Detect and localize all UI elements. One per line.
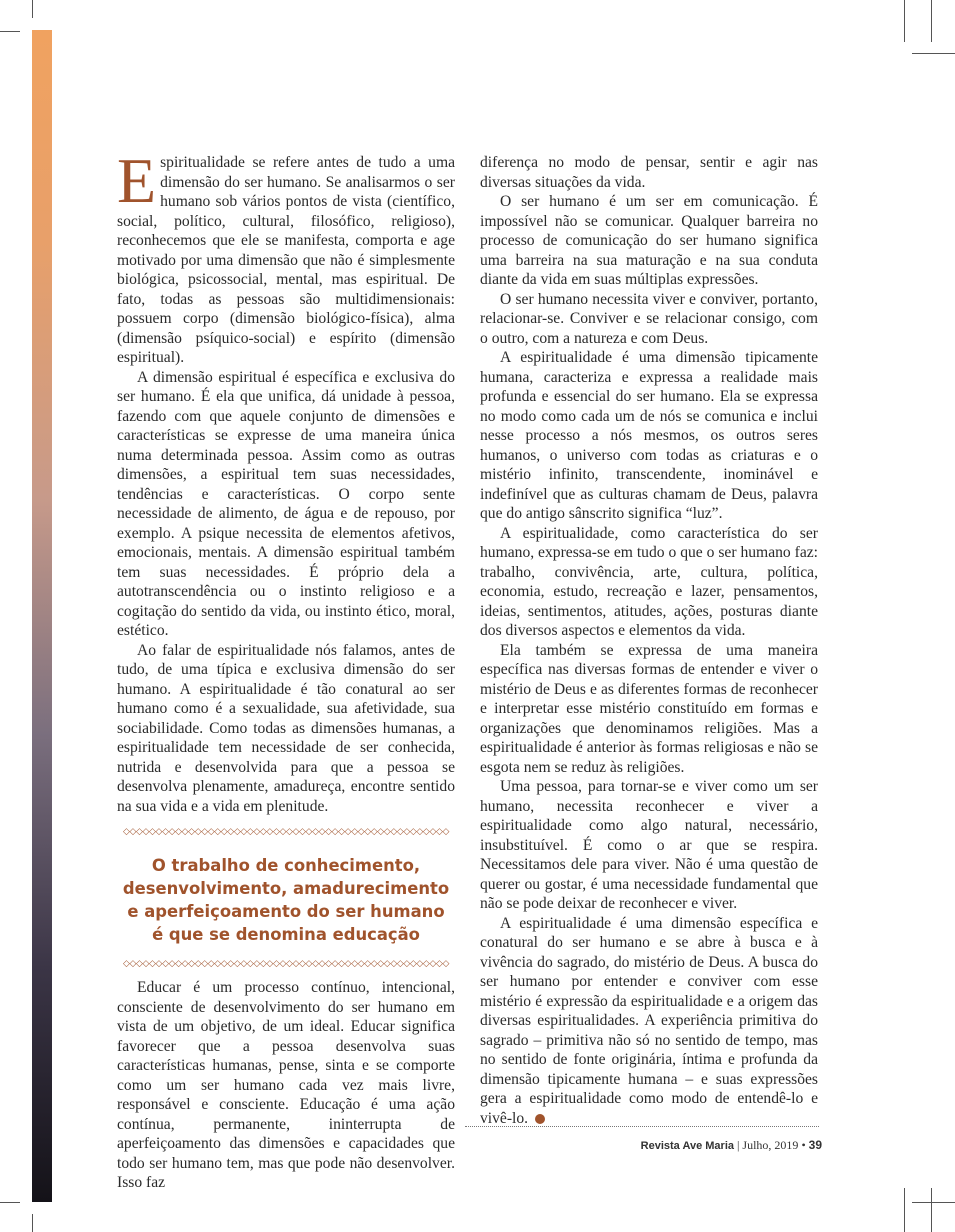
pull-quote-line: e aperfeiçoamento do ser humano bbox=[127, 902, 445, 921]
crop-mark bbox=[931, 1188, 932, 1232]
pull-quote-heading bbox=[117, 854, 455, 946]
footer-rule bbox=[465, 1126, 819, 1127]
crop-mark bbox=[912, 1202, 955, 1203]
article-paragraph: A dimensão espiritual é específica e exclusiva do ser humano. É ela que unifica, dá unidade à pessoa, fazendo com que aquele conjunto de dimensões e características se expresse de uma maneira única numa determinada pessoa. Assim como as outras dimensões, a espiritual tem suas necessidades, tendências e características. O corpo sente necessidade de alimento, de água e de repouso, por exemplo. A psique necessita de elementos afetivos, emocionais, mentais. A dimensão espiritual também tem suas necessidades. É próprio dela a autotranscendência ou o instinto religioso e a cogitação do sentido da vida, ou instinto ético, moral, estético. bbox=[117, 368, 455, 639]
page-edge-strip bbox=[32, 30, 52, 1202]
crop-mark bbox=[931, 0, 932, 42]
end-mark-icon bbox=[535, 1114, 545, 1124]
article-paragraph: Espiritualidade se refere antes de tudo a uma dimensão do ser humano. Se analisarmos o ser humano sob vários pontos de vista (científico, social, político, cultural, filosófico, religioso), reconhecemos que ele se manifesta, comporta e age motivado por uma dimensão que não é simplesmente biológica, psicossocial, mental, mas espiritual. De fato, todas as pessoas são multidimensionais: possuem corpo (dimensão biológico-física), alma (dimensão psíquico-social) e espírito (dimensão espiritual). bbox=[117, 145, 455, 366]
crop-mark bbox=[0, 1202, 20, 1203]
article-paragraph: A espiritualidade, como característica do ser humano, expressa-se em tudo o que o ser humano faz: trabalho, convivência, arte, cultura, política, economia, estudo, recreação e lazer, pensamentos, ideias, sentimentos, atitudes, ações, posturas diante dos diversos aspectos e elementos da vida. bbox=[480, 524, 818, 639]
magazine-name: Revista Ave Maria bbox=[640, 1140, 735, 1152]
article-paragraph: diferença no modo de pensar, sentir e agir nas diversas situações da vida. bbox=[480, 154, 818, 191]
crop-mark bbox=[912, 53, 955, 54]
page-number: 39 bbox=[808, 1138, 822, 1152]
pull-quote-line: é que se denomina educação bbox=[152, 925, 420, 944]
article-paragraph: Ela também se expressa de uma maneira específica nas diversas formas de entender e viver o mistério de Deus e as diferentes formas de reconhecer e interpretar esse mistério constituído em formas e organizações que denominamos religiões. Mas a espiritualidade é anterior às formas religiosas e não se esgota nem se reduz às religiões. bbox=[480, 641, 818, 776]
pull-quote-line: desenvolvimento, amadurecimento bbox=[122, 879, 450, 898]
footer-dot: • bbox=[801, 1138, 806, 1152]
article-column-right bbox=[480, 153, 818, 1128]
article-paragraph: O ser humano necessita viver e conviver, portanto, relacionar-se. Conviver e se relacionar consigo, com o outro, com a natureza e com Deus. bbox=[480, 290, 818, 347]
crop-mark bbox=[32, 1214, 33, 1232]
article-paragraph: O ser humano é um ser em comunicação. É impossível não se comunicar. Qualquer barreira no processo de comunicação do ser humano significa uma barreira na sua maturação e na sua conduta diante da vida em suas múltiplas expressões. bbox=[480, 193, 818, 288]
page-footer bbox=[641, 1138, 822, 1153]
issue-date: Julho, 2019 bbox=[742, 1138, 799, 1152]
pull-quote-line: O trabalho de conhecimento, bbox=[151, 856, 421, 875]
article-paragraph: Educar é um processo contínuo, intencional, consciente de desenvolvimento do ser humano em vista de um objetivo, de um ideal. Educar significa favorecer que a pessoa desenvolva suas características humanas, pense, sinta e se comporte como um ser humano cada vez mais livre, responsável e consciente. Educação é uma ação contínua, permanente, ininterrupta de aperfeiçoamento das dimensões e capacidades que todo ser humano tem, mas que pode não desenvolver. Isso faz bbox=[117, 979, 455, 1191]
article-paragraph: A espiritualidade é uma dimensão tipicamente humana, caracteriza e expressa a realidade mais profunda e essencial do ser humano. Ela se expressa no modo como cada um de nós se comunica e inclui nesse processo a nós mesmos, os outros seres humanos, o universo com todas as criaturas e o mistério infinito, transcendente, inominável e indefinível que as culturas chamam de Deus, palavra que do antigo sânscrito significa “luz”. bbox=[480, 349, 818, 522]
article-column-left bbox=[117, 145, 455, 1193]
ornament-divider: ◇◇◇◇◇◇◇◇◇◇◇◇◇◇◇◇◇◇◇◇◇◇◇◇◇◇◇◇◇◇◇◇◇◇◇◇◇◇◇◇◇◇◇◇◇◇◇◇◇◇ bbox=[122, 827, 450, 837]
drop-cap: E bbox=[117, 145, 157, 216]
crop-mark bbox=[904, 0, 905, 42]
crop-mark bbox=[0, 31, 20, 32]
article-paragraph: Ao falar de espiritualidade nós falamos, antes de tudo, de uma típica e exclusiva dimensão do ser humano. A espiritualidade é tão conatural ao ser humano como é a sexualidade, sua afetividade, sua sociabilidade. Como todas as dimensões humanas, a espiritualidade tem necessidade de ser conhecida, nutrida e desenvolvida para que a pessoa se desenvolva plenamente, amadureça, encontre sentido na sua vida e a vida em plenitude. bbox=[117, 641, 455, 815]
article-paragraph: Uma pessoa, para tornar-se e viver como um ser humano, necessita reconhecer e viver a espiritualidade como algo natural, necessário, insubstituível. É como o ar que se respira. Necessitamos dele para viver. Não é uma questão de querer ou gostar, é uma necessidade fundamental que não se pode deixar de reconhecer e viver. bbox=[480, 778, 818, 912]
footer-separator: | bbox=[737, 1138, 740, 1152]
ornament-divider: ◇◇◇◇◇◇◇◇◇◇◇◇◇◇◇◇◇◇◇◇◇◇◇◇◇◇◇◇◇◇◇◇◇◇◇◇◇◇◇◇◇◇◇◇◇◇◇◇◇◇ bbox=[122, 959, 450, 969]
crop-mark bbox=[904, 1188, 905, 1232]
article-paragraph: A espiritualidade é uma dimensão específica e conatural do ser humano e se abre à busca e à vivência do sagrado, do mistério de Deus. A busca do ser humano por entender e conviver com esse mistério é expressão da espiritualidade e a origem das diversas espiritualidades. A experiência primitiva do sagrado – primitiva não só no sentido de tempo, mas no sentido de fonte originária, íntima e profunda da dimensão tipicamente humana – e suas expressões gera a espiritualidade como modo de entendê-lo e vivê-lo. bbox=[480, 914, 818, 1127]
crop-mark bbox=[32, 0, 33, 18]
